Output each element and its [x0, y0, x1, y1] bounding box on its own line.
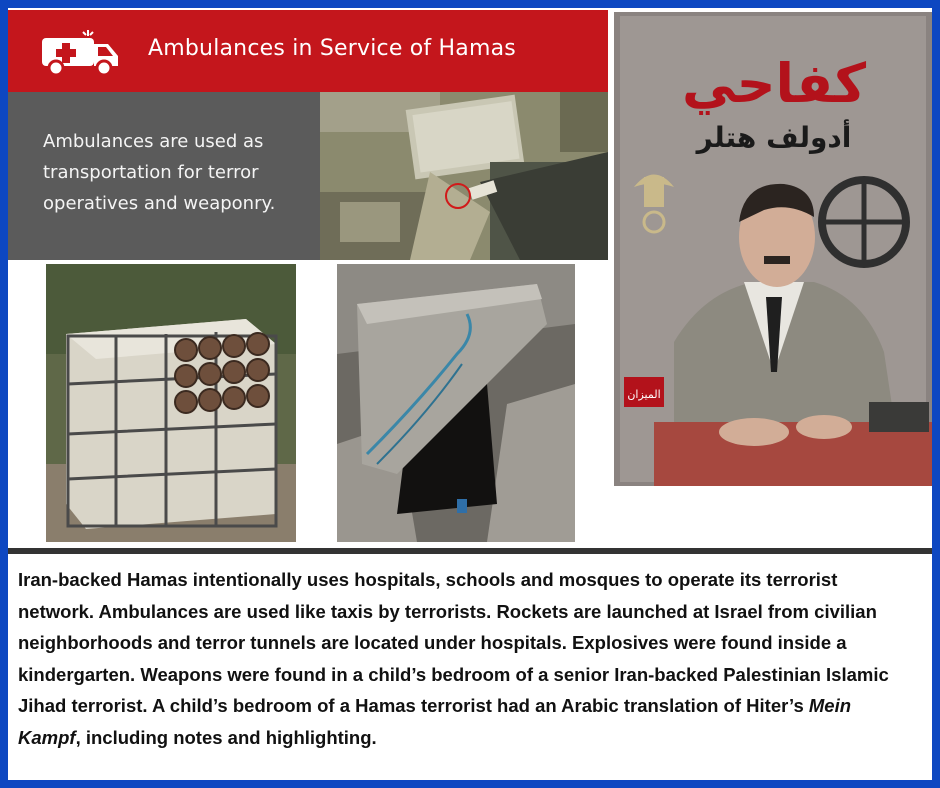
- caption-box: [8, 92, 320, 260]
- body-text-end: , including notes and highlighting.: [75, 726, 377, 748]
- rocket-launcher-photo: [46, 264, 296, 542]
- body-paragraph: [18, 564, 918, 753]
- book-cover-photo: [614, 12, 932, 486]
- section-divider: [8, 548, 932, 554]
- aerial-photo: [320, 92, 608, 260]
- book-title-italic: Mein Kampf: [18, 695, 852, 748]
- book-title-arabic: كفاحي: [681, 52, 867, 115]
- ambulance-icon: [38, 26, 122, 78]
- book-author-arabic: أدولف هتلر: [696, 121, 852, 154]
- banner-title: Ambulances in Service of Hamas: [148, 36, 516, 61]
- body-text-main: Iran-backed Hamas intentionally uses hospitals, schools and mosques to operate its terrorist network. Ambulances are used like taxis by terrorists. Rockets are launched at Israel from civilian neighborhoods and terror tunnels are located under hospitals. Explosives were found inside a kindergarten. Weapons were found in a child’s bedroom of a senior Iran-backed Palestinian Islamic Jihad terrorist. A child’s bedroom of a Hamas terrorist had an Arabic translation of Hiter’s: [18, 569, 889, 716]
- banner: [8, 10, 608, 92]
- caption-text: Ambulances are used as transportation for terror operatives and weaponry.: [43, 131, 276, 214]
- publisher-logo-text: الميزان: [627, 388, 661, 401]
- tunnel-photo: [337, 264, 575, 542]
